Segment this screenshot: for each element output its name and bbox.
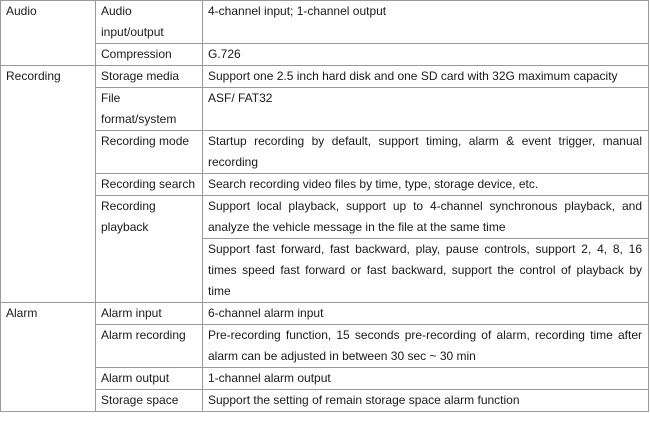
table-row [1, 88, 649, 131]
item-cell: Alarm output [96, 368, 203, 390]
value-cell: Startup recording by default, support timing, alarm & event trigger, manual recording [203, 131, 649, 174]
value-cell: Support fast forward, fast backward, play, pause controls, support 2, 4, 8, 16 times speed fast forward or fast backward, support the control of playback by time [203, 239, 649, 303]
category-cell: Alarm [1, 303, 96, 412]
item-cell: Recording mode [96, 131, 203, 174]
value-cell: Support one 2.5 inch hard disk and one SD card with 32G maximum capacity [203, 66, 649, 88]
item-cell: Storage space [96, 390, 203, 412]
value-cell: ASF/ FAT32 [203, 88, 649, 131]
table-row [1, 390, 649, 412]
value-cell: 6-channel alarm input [203, 303, 649, 325]
value-cell: Pre-recording function, 15 seconds pre-recording of alarm, recording time after alarm can be adjusted in between 30 sec ~ 30 min [203, 325, 649, 368]
value-cell: 4-channel input; 1-channel output [203, 1, 649, 44]
table-row [1, 368, 649, 390]
table-row [1, 131, 649, 174]
item-cell: Compression [96, 44, 203, 66]
table-row [1, 196, 649, 239]
table-row [1, 303, 649, 325]
category-cell: Recording [1, 66, 96, 303]
table-row [1, 66, 649, 88]
item-cell: Alarm recording [96, 325, 203, 368]
item-cell: Audio input/output [96, 1, 203, 44]
table-row [1, 174, 649, 196]
table-row [1, 1, 649, 44]
value-cell: G.726 [203, 44, 649, 66]
value-cell: Support local playback, support up to 4-channel synchronous playback, and analyze the vehicle message in the file at the same time [203, 196, 649, 239]
item-cell: Recording search [96, 174, 203, 196]
value-cell: Search recording video files by time, type, storage device, etc. [203, 174, 649, 196]
table-row [1, 44, 649, 66]
item-cell: Recording playback [96, 196, 203, 303]
item-cell: File format/system [96, 88, 203, 131]
table-row [1, 325, 649, 368]
category-cell: Audio [1, 1, 96, 66]
value-cell: Support the setting of remain storage space alarm function [203, 390, 649, 412]
item-cell: Alarm input [96, 303, 203, 325]
value-cell: 1-channel alarm output [203, 368, 649, 390]
item-cell: Storage media [96, 66, 203, 88]
